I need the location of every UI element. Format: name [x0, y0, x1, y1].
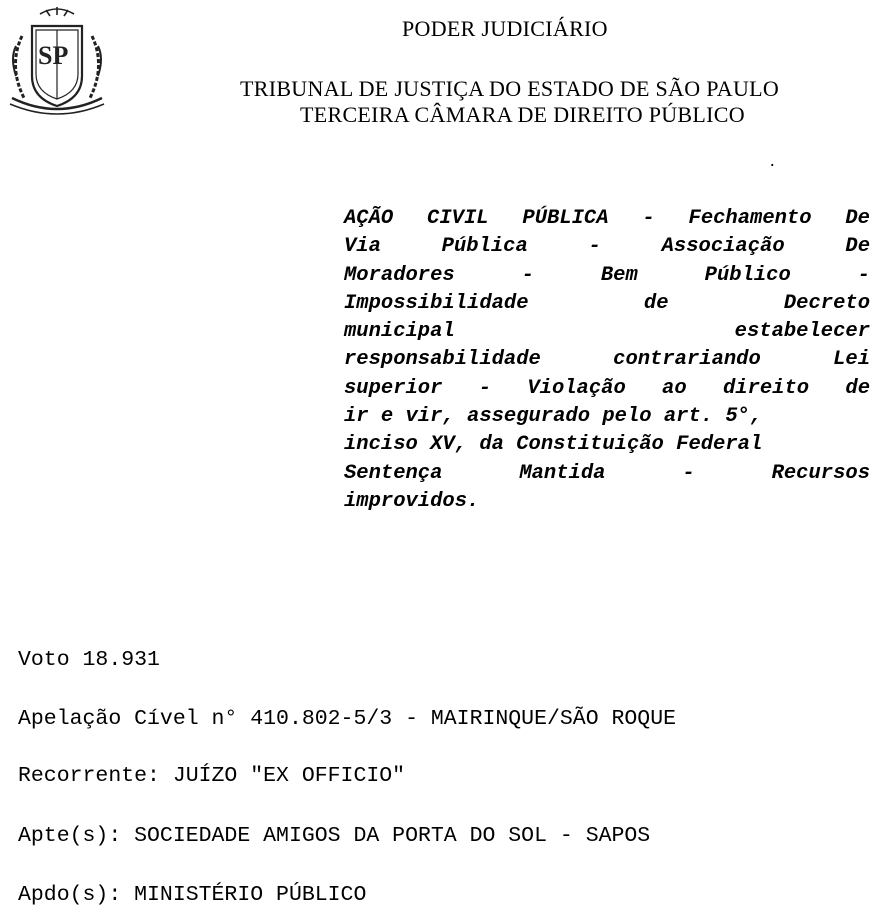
header-court-name: TRIBUNAL DE JUSTIÇA DO ESTADO DE SÃO PAULO: [240, 76, 780, 101]
ementa-line: ir e vir, assegurado pelo art. 5°,: [344, 405, 763, 429]
ementa-line: inciso XV, da Constituição Federal: [344, 433, 763, 457]
case-summary-ementa: [344, 205, 870, 516]
seal-letters: SP: [38, 41, 69, 70]
ementa-line: Via Pública - Associação De: [344, 235, 870, 259]
ementa-line: improvidos.: [344, 489, 480, 513]
ementa-line: AÇÃO CIVIL PÚBLICA - Fechamento De: [344, 207, 870, 230]
sao-paulo-coat-of-arms-seal: [2, 6, 112, 118]
ementa-line: municipal estabelecer: [344, 320, 870, 344]
ementa-line: Impossibilidade de Decreto: [344, 291, 870, 315]
ementa-line: responsabilidade contrariando Lei: [344, 348, 870, 372]
appellant-ex-officio: Recorrente: JUÍZO "EX OFFICIO": [18, 764, 406, 788]
appellant-party: Apte(s): SOCIEDADE AMIGOS DA PORTA DO SOL - SAPOS: [18, 824, 651, 848]
stray-mark: .: [770, 150, 775, 170]
header-chamber: TERCEIRA CÂMARA DE DIREITO PÚBLICO: [300, 102, 745, 127]
ementa-line: Sentença Mantida - Recursos: [344, 461, 870, 485]
appellee-party: Apdo(s): MINISTÉRIO PÚBLICO: [18, 883, 367, 907]
vote-number: Voto 18.931: [18, 648, 160, 672]
header-court-branch: PODER JUDICIÁRIO: [402, 16, 608, 41]
ementa-line: Moradores - Bem Público -: [344, 263, 870, 287]
ementa-line: superior - Violação ao direito de: [344, 376, 870, 400]
appeal-number: Apelação Cível n° 410.802-5/3 - MAIRINQUE/SÃO ROQUE: [18, 707, 677, 731]
